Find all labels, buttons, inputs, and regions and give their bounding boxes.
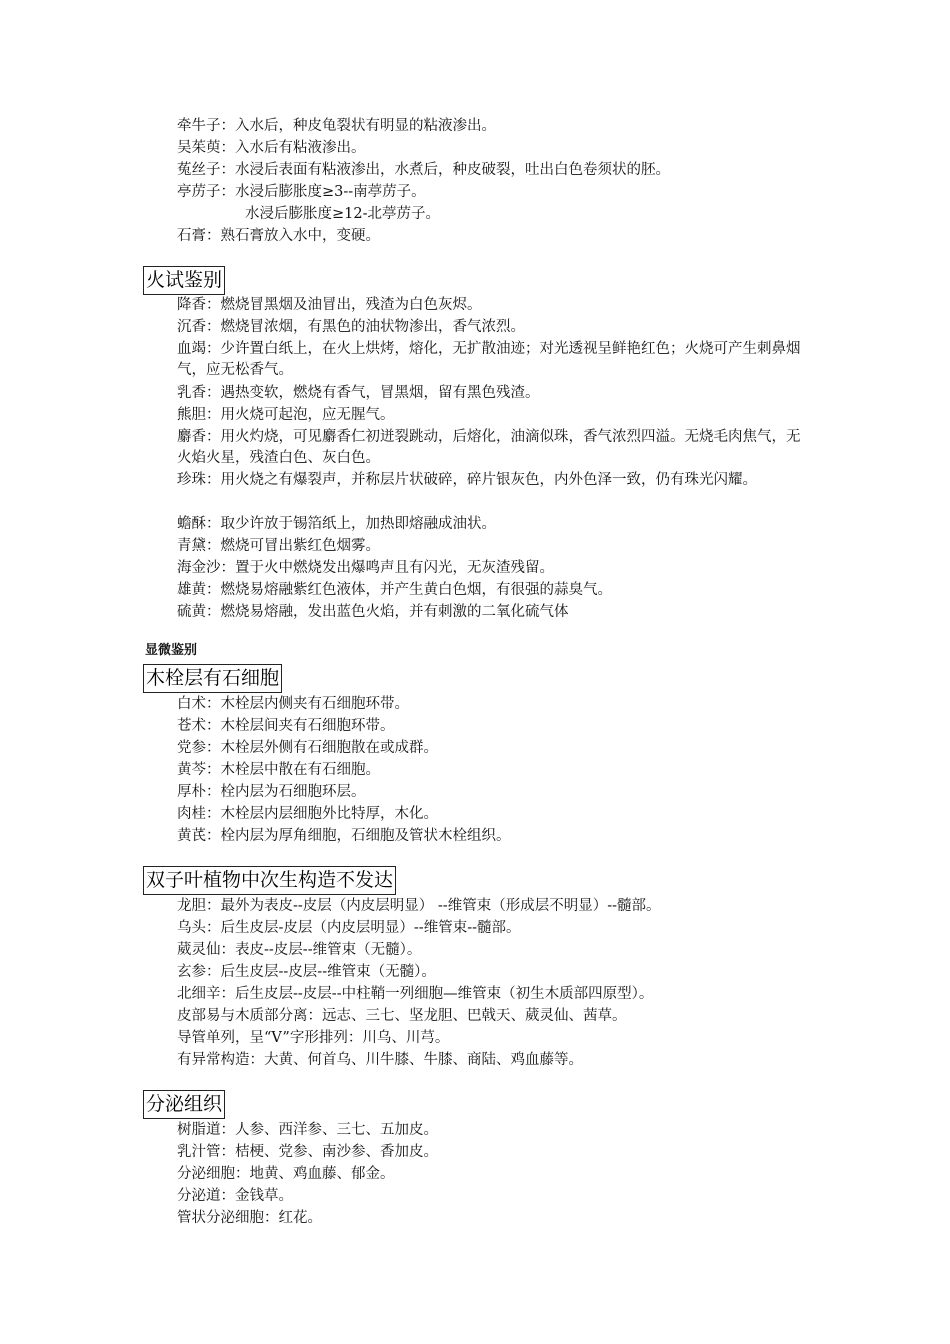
fire-item: 降香：燃烧冒黑烟及油冒出，残渣为白色灰烬。 [177, 297, 482, 313]
dicot-item: 导管单列，呈“V”字形排列：川乌、川芎。 [177, 1030, 450, 1046]
cork-item: 党参：木栓层外侧有石细胞散在或成群。 [177, 740, 438, 756]
dicot-item: 玄参：后生皮层--皮层--维管束（无髓）。 [177, 964, 436, 980]
fire-item: 蟾酥：取少许放于锡箔纸上，加热即熔融成油状。 [177, 516, 496, 532]
cork-item: 厚朴：栓内层为石细胞环层。 [177, 784, 366, 800]
fire-item: 青黛：燃烧可冒出紫红色烟雾。 [177, 538, 380, 554]
dicot-item: 葳灵仙：表皮--皮层--维管束（无髓）。 [177, 942, 422, 958]
fire-item: 海金沙：置于火中燃烧发出爆鸣声且有闪光，无灰渣残留。 [177, 560, 554, 576]
section-title-dicot: 双子叶植物中次生构造不发达 [143, 866, 396, 895]
dicot-item: 北细辛：后生皮层--皮层--中柱鞘一列细胞—维管束（初生木质部四原型）。 [177, 986, 654, 1002]
cork-item: 白术：木栓层内侧夹有石细胞环带。 [177, 696, 409, 712]
water-item: 菟丝子：水浸后表面有粘液渗出，水煮后，种皮破裂，吐出白色卷须状的胚。 [177, 162, 670, 178]
section-title-cork: 木栓层有石细胞 [143, 664, 282, 693]
fire-item: 乳香：遇热变软，燃烧有香气，冒黑烟，留有黑色残渣。 [177, 385, 540, 401]
water-item: 吴茱萸：入水后有粘液渗出。 [177, 140, 366, 156]
secretory-item: 乳汁管：桔梗、党参、南沙参、香加皮。 [177, 1144, 438, 1160]
secretory-item: 树脂道：人参、西洋参、三七、五加皮。 [177, 1122, 438, 1138]
cork-item: 黄芩：木栓层中散在有石细胞。 [177, 762, 380, 778]
fire-item: 硫黄：燃烧易熔融，发出蓝色火焰，并有刺激的二氧化硫气体 [177, 604, 569, 620]
section-title-secretory: 分泌组织 [143, 1090, 225, 1119]
section-title-fire: 火试鉴别 [143, 266, 225, 295]
fire-item: 熊胆：用火烧可起泡，应无腥气。 [177, 407, 395, 423]
cork-item: 肉桂：木栓层内层细胞外比特厚，木化。 [177, 806, 438, 822]
fire-item: 血竭：少许置白纸上，在火上烘烤，熔化，无扩散油迹；对光透视呈鲜艳红色；火烧可产生刺鼻烟气，应无松香气。 [177, 341, 801, 378]
dicot-item: 皮部易与木质部分离：远志、三七、坚龙胆、巴戟天、葳灵仙、茜草。 [177, 1008, 627, 1024]
secretory-item: 管状分泌细胞：红花。 [177, 1210, 322, 1226]
fire-item: 雄黄：燃烧易熔融紫红色液体，并产生黄白色烟，有很强的蒜臭气。 [177, 582, 612, 598]
dicot-item: 乌头：后生皮层-皮层（内皮层明显）--维管束--髓部。 [177, 920, 521, 936]
water-item-continuation: 水浸后膨胀度≥12-北葶苈子。 [245, 206, 440, 222]
micro-heading: 显微鉴别 [145, 643, 198, 658]
fire-item: 珍珠：用火烧之有爆裂声，并称层片状破碎，碎片银灰色，内外色泽一致，仍有珠光闪耀。 [177, 472, 757, 488]
water-item: 亭苈子：水浸后膨胀度≥3--南葶苈子。 [177, 184, 426, 200]
fire-item: 沉香：燃烧冒浓烟，有黑色的油状物渗出，香气浓烈。 [177, 319, 525, 335]
secretory-item: 分泌道：金钱草。 [177, 1188, 293, 1204]
water-item: 石膏：熟石膏放入水中，变硬。 [177, 228, 380, 244]
dicot-item: 有异常构造：大黄、何首乌、川牛膝、牛膝、商陆、鸡血藤等。 [177, 1052, 583, 1068]
cork-item: 黄芪：栓内层为厚角细胞，石细胞及管状木栓组织。 [177, 828, 511, 844]
secretory-item: 分泌细胞：地黄、鸡血藤、郁金。 [177, 1166, 395, 1182]
dicot-item: 龙胆：最外为表皮--皮层（内皮层明显） --维管束（形成层不明显）--髓部。 [177, 898, 661, 914]
cork-item: 苍术：木栓层间夹有石细胞环带。 [177, 718, 395, 734]
fire-item: 麝香：用火灼烧，可见麝香仁初迸裂跳动，后熔化，油滴似珠，香气浓烈四溢。无烧毛肉焦气，无火焰火星，残渣白色、灰白色。 [177, 429, 801, 466]
water-item: 牵牛子：入水后，种皮龟裂状有明显的粘液渗出。 [177, 118, 496, 134]
